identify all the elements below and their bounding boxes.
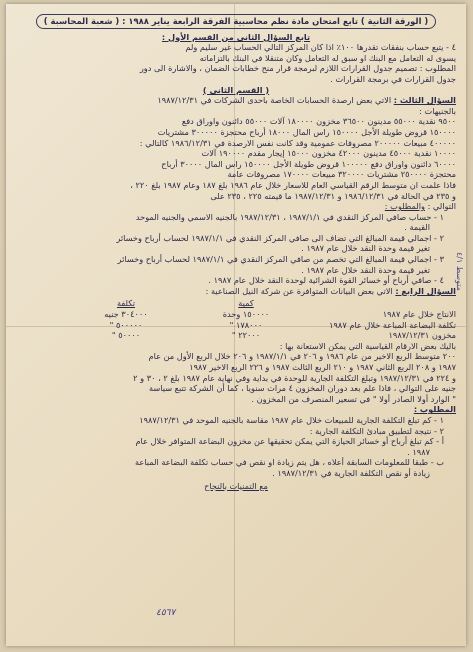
q3-item: تغير قيمة وحدة النقد خلال عام ١٩٨٧ . [301, 243, 430, 254]
q3-item: ٢ - اجمالي قيمة المبالغ التي تضاف الى صافي المركز النقدي في ١٩٨٧/١/١ لحساب أرباح وخسائر [116, 232, 444, 243]
q3-line: محتجزة ٢٥٠٠٠٠ مشتريات ٣٢٠٠٠٠ مبيعات ١٧٠٠٠٠ مصروفات عامة [227, 169, 456, 180]
q4-row-qty: ٢٢٠٠٠ " [231, 330, 261, 341]
q3-line: ٦٠٠٠٠ دائنون واوراق دفع ١٠٠٠٠٠ قروض طويلة الأجل ١٥٠٠٠٠ راس المال ٣٠٠٠٠ أرباح [161, 158, 456, 169]
q4-item: ب - طبقا للمعلومات السابقة أعلاه ، هل يتم زيادة او نقص في حساب تكلفة البضاعة المباعة [135, 457, 444, 468]
exam-paper [6, 4, 466, 646]
question-two-continuation [16, 42, 456, 84]
q3-item: تغير قيمة وحدة النقد خلال عام ١٩٨٧ . [301, 264, 430, 275]
table-row [16, 309, 456, 320]
q4-line: جنيه على التوالي ، فاذا علم بعد دوران المخزون ٤ مرات سنويا ، كما أن الشركة تتبع سياسة [148, 383, 456, 394]
q3-line: فاذا علمت ان متوسط الرقم القياسي العام للاسعار خلال عام ١٩٨٦ بلغ ١٨٧ وعام ١٩٨٧ بلغ ٢٢٠ ، [130, 179, 456, 190]
exam-title: ( الورقة الثانية ) تابع امتحان مادة نظم محاسبية الفرقة الرابعة يناير ١٩٨٨ : ( شعبة المحاسبة ) [36, 14, 436, 29]
q3-intro: الاتي بعض ارصدة الحسابات الخاصة باحدى الشركات في ١٩٨٧/١٢/٣١ [157, 95, 392, 106]
q4-line: و ٢٢٤ في ١٩٨٧/١٢/٣١ وتبلغ التكلفة الجارية للوحدة في بداية وفي نهاية عام ١٩٨٧ بلغ ٢ ، ٣٠ و ٢ [133, 372, 456, 383]
q4-col-header: تكلفة [116, 298, 136, 309]
q2-line: ٤ - يتبع حساب بنفقات تقدرها ١٠٠٪ اذا كان المركز التالي الحساب غير سليم ولم [185, 42, 456, 53]
q4-row-label: الانتاج خلال عام ١٩٨٧ [382, 309, 456, 320]
exam-document [16, 12, 456, 491]
q4-row-cost: ٥٠٠٠٠ " [111, 330, 141, 341]
q3-item: ١ - حساب صافي المركز النقدي في ١٩٨٧/١/١ ، ١٩٨٧/١٢/٣١ بالجنيه الاسمي والجنيه الموحد [135, 211, 444, 222]
q4-row-label: مخزون ١٩٨٧/١٢/٣١ [388, 330, 456, 341]
q4-line: باليك بعض الارقام القياسية التي يمكن الاستعانة بها : [279, 340, 456, 351]
q3-line: و ٢٣٥ في الحالة في ١٩٨٦/١٢/٣١ و ١٩٨٧/١٢/٣١ ما قيمته ٢٢٥ ، ٢٣٥ على [210, 190, 456, 201]
q3-item: ٤ - صافي أرباح أو خسائر القوة الشرائية لوحدة النقد خلال عام ١٩٨٧ . [208, 275, 444, 286]
q4-row-label: تكلفة البضاعة المباعة خلال عام ١٩٨٧ [329, 319, 456, 330]
q3-line: ١٥٠٠٠٠ قروض طويلة الأجل ١٥٠٠٠٠ راس المال ١٨٠٠٠ أرباح محتجزة ٣٠٠٠٠٠ مشتريات [157, 126, 456, 137]
q3-required-label: والمطلوب : [384, 201, 425, 212]
q3-label: السؤال الثالث : [393, 95, 456, 106]
q2-line: جدول القرارات في برمجة القرارات . [330, 73, 456, 84]
q4-label: السؤال الرابع : [395, 285, 456, 296]
q4-col-header [306, 298, 456, 309]
q3-line: ٤٠٠٠٠٠ مبيعات ٢٠٠٠٠٠ مصروفات عمومية وقد كانت نفس الارصدة في ١٩٨٦/١٢/٣١ كالتالي : [139, 137, 456, 148]
q4-table-header [16, 298, 456, 309]
q4-col-header: كمية [238, 298, 254, 309]
q4-item: زيادة أو نقص التكلفة الجارية في ١٩٨٧/١٢/٣١ . [272, 467, 430, 478]
q4-row-qty: ١٥٠٠٠٠ وحدة [222, 309, 270, 320]
q2-line: المطلوب : تصميم جدول القرارات اللازم لبرمجة قرار منح خطابات الضمان ، والاشارة الى دور [139, 63, 456, 74]
handwritten-margin-note: متوسط ٤/١ [455, 252, 464, 291]
part-two-heading: ( القسم الثاني ) [202, 84, 270, 95]
q3-line: التوالي : [427, 201, 456, 212]
question-four [16, 286, 456, 479]
handwritten-scribble: ٤٥٦٧ [156, 608, 176, 618]
q4-row-cost: ٣٠٤٠٠٠ جنيه [104, 309, 148, 320]
q4-row-qty: ١٧٨٠٠٠ " [229, 319, 263, 330]
q4-table [16, 298, 456, 340]
q2-line: يسوى له التعامل مع البنك او سبق له التعامل وكان متنقلا في البنك بالتزاماته [199, 52, 456, 63]
q3-sub: بالجنيهات : [419, 105, 456, 116]
question-three [16, 95, 456, 286]
q4-row-cost: ٥٠٠٠٠٠ " [109, 319, 143, 330]
q3-item: القيمة . [404, 222, 430, 233]
q3-line: ٩٥٠٠ نقدية ٥٥٠٠٠ مدينون ٣٦٥٠٠ مخزون ١٨٠٠٠٠ آلات ٥٥٠٠٠ دائنون واوراق دفع [181, 116, 456, 127]
q4-line: ٢٠٠ متوسط الربع الاخير من عام ١٩٨٦ و ٢٠٦ في ١٩٨٧/١/١ و ٢٠٦ خلال الربع الأول من عام [148, 351, 456, 362]
q3-line: ١٠٠٠٠ نقدية ٤٥٠٠٠ مدينون ٤٢٠٠٠ مخزون ١٥٠٠٠ إيجار مقدم ١٩٠٠٠٠ آلات [201, 148, 456, 159]
table-row [16, 330, 456, 341]
q4-intro: الاتي بعض البيانات المتوافرة عن شركة النيل الصناعية : [205, 285, 393, 296]
q4-item: ٢ - نتيجة لتطبيق مبادئ التكلفة الجارية : [309, 425, 444, 436]
q4-item: أ - كم تبلغ أرباح أو خسائر الحيازة التي يمكن تحقيقها عن مخزون البضاعة المتوافر خلال عام [135, 436, 444, 447]
q4-required-label: المطلوب : [413, 404, 456, 415]
table-row [16, 320, 456, 331]
closing-wish: مع التمنيات بالنجاح [204, 480, 268, 491]
part-one-heading: تابع السؤال الثاني من القسم الأول : [161, 31, 311, 42]
q4-line: ١٩٨٧ و ٢٠٨ الربع الثاني ١٩٨٧ و ٢١٠ الربع الثالث ١٩٨٧ و ٢٢٦ الربع الاخير ١٩٨٧ [189, 362, 456, 372]
q4-item: ١ - كم تبلغ التكلفة الجارية للمبيعات خلال عام ١٩٨٧ مقاسة بالجنيه الموحد في ١٩٨٧/١٢/٣١ [139, 414, 444, 425]
q3-item: ٣ - اجمالي قيمة المبالغ التي تخصم من صافي المركز النقدي في ١٩٨٧/١/١ لحساب أرباح وخسائر [117, 254, 444, 265]
q4-line: " الوارد أولا الصادر أولا " في تسعير المنصرف من المخزون . [251, 393, 456, 404]
q4-item: ١٩٨٧ . [407, 446, 430, 457]
